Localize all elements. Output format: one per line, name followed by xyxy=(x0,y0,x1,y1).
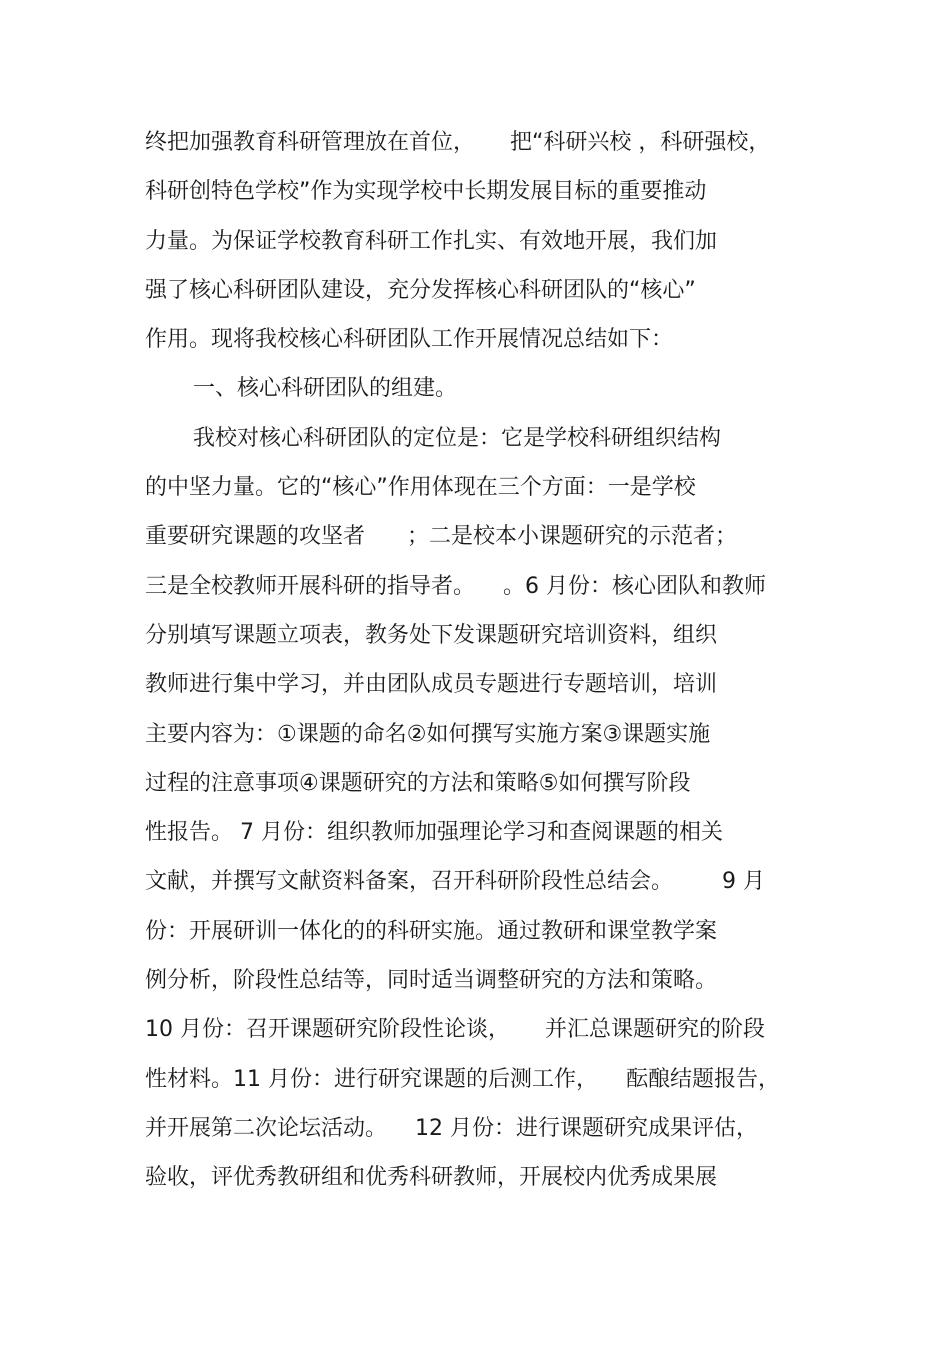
text-line: 的中坚力量。它的“核心”作用体现在三个方面：一是学校 xyxy=(145,475,696,501)
text-line: 性材料。11 月份：进行研究课题的后测工作， 酝酿结题报告， xyxy=(145,1066,780,1092)
text-line: 文献，并撰写文献资料备案，召开科研阶段性总结会。 9 月 xyxy=(145,869,765,895)
text-line: 三是全校教师开展科研的指导者。 。6 月份：核心团队和教师 xyxy=(145,573,766,599)
paragraph-start-line: 我校对核心科研团队的定位是：它是学校科研组织结构 xyxy=(193,425,722,451)
text-line: 10 月份：召开课题研究阶段性论谈， 并汇总课题研究的阶段 xyxy=(145,1017,765,1043)
text-line: 主要内容为：①课题的命名②如何撰写实施方案③课题实施 xyxy=(145,721,711,747)
text-line: 终把加强教育科研管理放在首位， 把“科研兴校 ，科研强校， xyxy=(145,130,771,155)
text-line: 并开展第二次论坛活动。 12 月份：进行课题研究成果评估， xyxy=(145,1115,758,1141)
text-line: 份：开展研训一体化的的科研实施。通过教研和课堂教学案 xyxy=(145,918,718,944)
text-line: 过程的注意事项④课题研究的方法和策略⑤如何撰写阶段 xyxy=(145,770,691,796)
text-line: 强了核心科研团队建设，充分发挥核心科研团队的“核心” xyxy=(145,277,696,303)
text-line: 教师进行集中学习，并由团队成员专题进行专题培训，培训 xyxy=(145,672,718,698)
text-line: 重要研究课题的攻坚者 ；二是校本小课题研究的示范者； xyxy=(145,524,737,550)
text-line: 性报告。 7 月份：组织教师加强理论学习和查阅课题的相关 xyxy=(145,820,723,846)
document-body xyxy=(145,118,825,1203)
text-line: 分别填写课题立项表，教务处下发课题研究培训资料，组织 xyxy=(145,622,718,648)
text-line: 科研创特色学校”作为实现学校中长期发展目标的重要推动 xyxy=(145,179,707,205)
text-line: 验收，评优秀教研组和优秀科研教师，开展校内优秀成果展 xyxy=(145,1165,718,1191)
text-line: 例分析，阶段性总结等，同时适当调整研究的方法和策略。 xyxy=(145,968,718,994)
section-heading: 一、核心科研团队的组建。 xyxy=(193,376,458,402)
text-line: 力量。为保证学校教育科研工作扎实、有效地开展，我们加 xyxy=(145,228,718,254)
text-line: 作用。现将我校核心科研团队工作开展情况总结如下： xyxy=(145,327,674,353)
